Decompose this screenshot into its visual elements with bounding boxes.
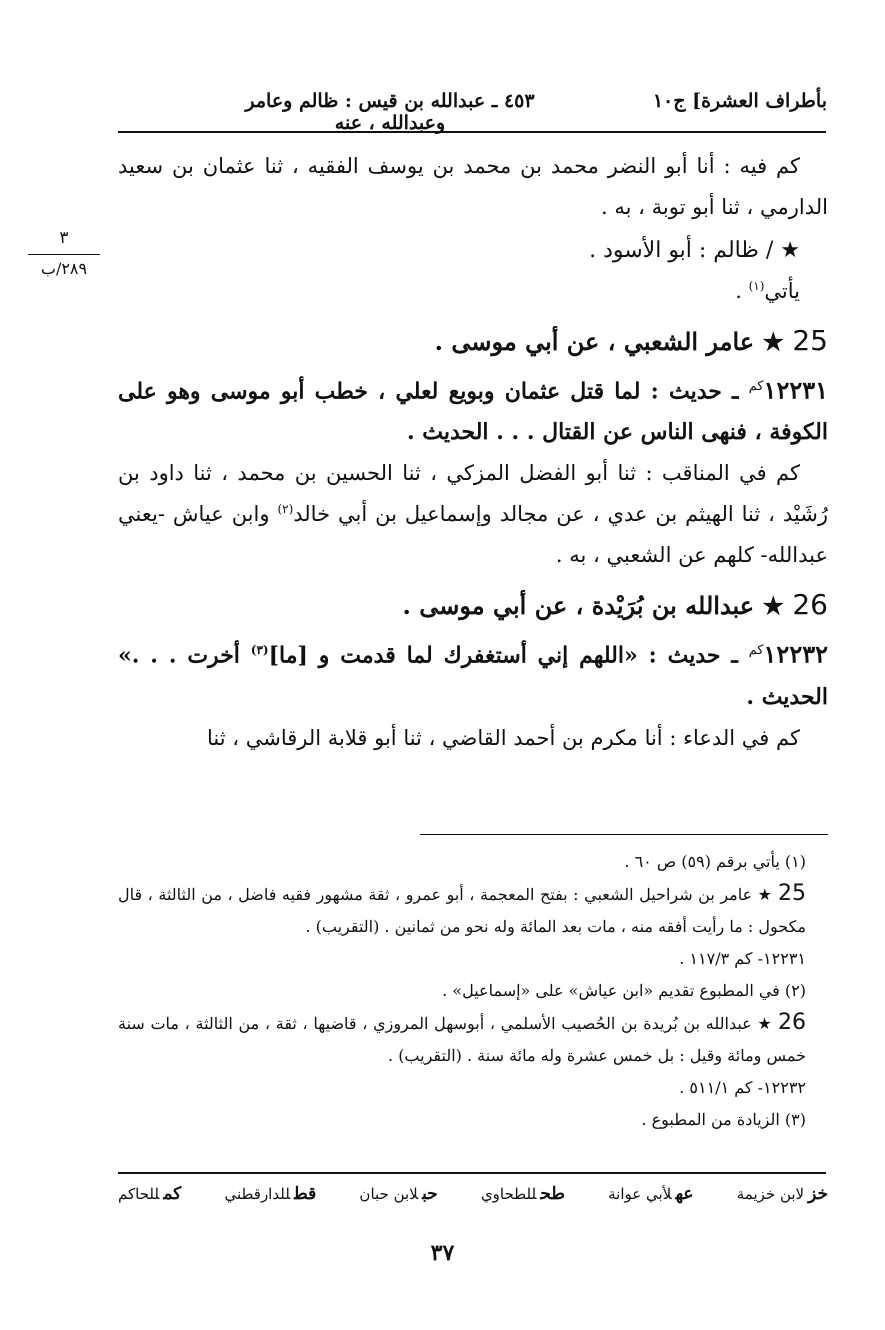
isnad-2-part-b: وابن عياش -يعني عبدالله- كلهم عن الشعبي ، به .	[118, 502, 828, 568]
margin-divider	[28, 254, 100, 255]
footnote-narrator-25	[118, 878, 828, 943]
hadith-12231	[118, 366, 828, 453]
footnote-text-26: ★ عبدالله بن بُريدة بن الحُصيب الأسلمي ، أبوسهل المروزي ، قاضيها ، ثقة ، من الثالثة ، مات سنة خمس ومائة وقيل : بل خمس عشرة وله مائة سنة . (التقريب) .	[118, 1014, 806, 1065]
paragraph-isnad-2	[118, 453, 828, 576]
footnotes	[118, 846, 828, 1136]
hadith-12232	[118, 630, 828, 717]
header-title: ٤٥٣ ـ عبدالله بن قيس : ظالم وعامر وعبدالله ، عنه	[245, 90, 535, 134]
abbrev-item: قطللدارقطني	[224, 1184, 317, 1204]
hadith-text-12232-b: أخرت . . .» الحديث .	[118, 642, 828, 710]
see-later-text: يأتي	[764, 279, 800, 303]
footnote-narrator-26	[118, 1007, 828, 1072]
abbreviations-key	[118, 1184, 828, 1214]
footnote-source-12231: ١٢٢٣١- كم ١١٧/٣ .	[679, 949, 806, 968]
footnote-1: (١) يأتي برقم (٥٩) ص ٦٠ .	[624, 852, 806, 871]
abbrev-item: حبلابن حبان	[359, 1184, 438, 1204]
hadith-source-tag-2: كم	[748, 643, 764, 659]
main-text	[118, 146, 828, 759]
paragraph-see-later	[118, 271, 828, 312]
section-title-25: ★ عامر الشعبي ، عن أبي موسى .	[434, 327, 784, 356]
footnote-3: (٣) الزيادة من المطبوع .	[641, 1110, 806, 1129]
section-heading-25	[118, 320, 828, 362]
margin-folio: ٢٨٩/ب	[40, 259, 88, 278]
footnote-2: (٢) في المطبوع تقديم «ابن عياش» على «إسماعيل» .	[442, 981, 806, 1000]
footnote-ref-3: (٣)	[250, 643, 269, 658]
abbreviations-rule	[118, 1172, 826, 1174]
paragraph-isnad-1: كم فيه : أنا أبو النضر محمد بن محمد بن يوسف الفقيه ، ثنا عثمان بن سعيد الدارمي ، ثنا أبو توبة ، به .	[118, 154, 828, 219]
paragraph-isnad-3: كم في الدعاء : أنا مكرم بن أحمد القاضي ، ثنا أبو قلابة الرقاشي ، ثنا	[207, 725, 800, 750]
isnad-2-part-a: كم في المناقب : ثنا أبو الفضل المزكي ، ثنا الحسين بن محمد ، ثنا داود بن رُشَيْد ، ثنا الهيثم بن عدي ، عن مجالد وإسماعيل بن أبي خالد	[118, 461, 828, 527]
hadith-source-tag-1: كم	[748, 379, 764, 394]
section-number-26: 26	[792, 588, 828, 622]
header-volume: بأطراف العشرة] ج١٠	[652, 90, 827, 112]
hadith-text-12232-a: ـ حديث : «اللهم إني أستغفرك لما قدمت و [ما]	[268, 642, 749, 669]
section-number-25: 25	[792, 324, 828, 357]
section-heading-26	[118, 584, 828, 626]
hadith-text-12231: ـ حديث : لما قتل عثمان وبويع لعلي ، خطب أبو موسى وهو على الكوفة ، فنهى الناس عن القتال . . . الحديث .	[118, 378, 828, 446]
footnote-ref-1: (١)	[748, 279, 765, 293]
footnote-source-12232: ١٢٢٣٢- كم ٥١١/١ .	[679, 1078, 806, 1097]
running-header	[115, 84, 827, 134]
abbrev-item: خزلابن خزيمة	[736, 1184, 828, 1204]
margin-manuscript-ref	[28, 228, 100, 278]
page-number: ٣٧	[430, 1240, 455, 1266]
footnote-number-26: 26	[778, 1010, 807, 1035]
abbrev-item: طحللطحاوي	[480, 1184, 565, 1204]
header-rule	[118, 131, 826, 133]
see-later-end: .	[735, 279, 749, 303]
narrator-entry-zalim: ★ / ظالم : أبو الأسود .	[589, 238, 800, 263]
margin-number: ٣	[59, 228, 69, 248]
hadith-number-12232: ١٢٢٣٢	[763, 639, 828, 669]
footnote-rule	[420, 834, 828, 835]
hadith-number-12231: ١٢٢٣١	[763, 375, 828, 405]
section-title-26: ★ عبدالله بن بُرَيْدة ، عن أبي موسى .	[402, 591, 784, 621]
footnote-number-25: 25	[778, 881, 806, 906]
footnote-text-25: ★ عامر بن شراحيل الشعبي : بفتح المعجمة ، أبو عمرو ، ثقة مشهور فقيه فاضل ، من الثالثة ، قال مكحول : ما رأيت أفقه منه ، مات بعد المائة وله نحو من ثمانين . (التقريب) .	[118, 885, 806, 936]
abbrev-item: كمللحاكم	[118, 1184, 182, 1204]
footnote-ref-2: (٢)	[277, 502, 294, 517]
abbrev-item: عهلأبي عوانة	[608, 1184, 694, 1204]
